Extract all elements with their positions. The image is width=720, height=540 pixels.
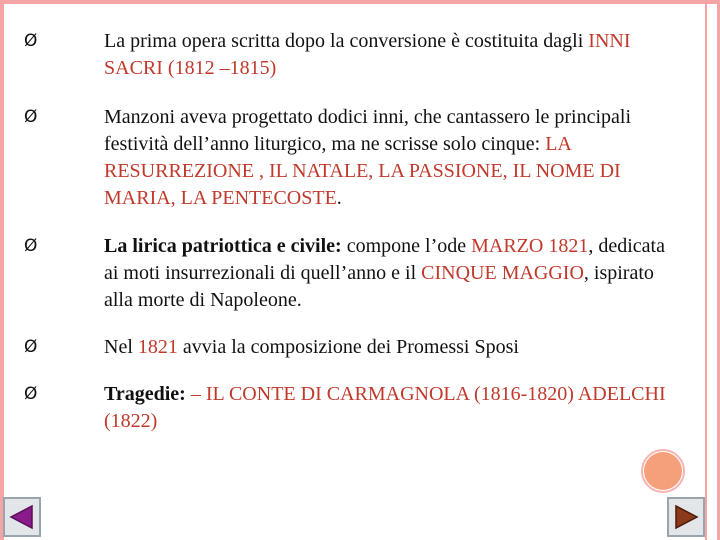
triangle-right-icon: [671, 502, 701, 532]
arrowhead-bullet-icon: Ø: [24, 337, 38, 357]
bullet-text: [104, 336, 519, 358]
bullet-text-segment: La prima opera scritta dopo la conversione è costituita dagli: [104, 30, 589, 52]
bullet-text-segment: , ispirato alla morte di Napoleone.: [104, 262, 654, 311]
arrowhead-bullet-icon: Ø: [24, 31, 38, 51]
bullet-item: [24, 104, 684, 212]
bullet-highlight: 1821: [137, 336, 178, 358]
bullet-highlight: INNI SACRI (1812 –1815): [104, 30, 631, 79]
frame-top-line: [0, 0, 720, 4]
arrowhead-bullet-icon: Ø: [24, 107, 38, 127]
bullet-text-segment: Manzoni aveva progettato dodici inni, che cantassero le principali festività dell’anno liturgico, ma ne scrisse solo cinque:: [104, 106, 632, 155]
bullet-text-segment: avvia la composizione dei Promessi Sposi: [177, 336, 519, 358]
previous-slide-button[interactable]: [3, 497, 41, 537]
bullet-text-segment: , dedicata ai moti insurrezionali di quell’anno e il: [104, 235, 665, 284]
bullet-highlight: CINQUE MAGGIO: [421, 262, 584, 284]
next-slide-button[interactable]: [667, 497, 705, 537]
bullet-bold-label: La lirica patriottica e civile:: [104, 235, 342, 257]
bullet-item: [24, 381, 684, 435]
bullet-text: [104, 383, 666, 432]
bullet-highlight: MARZO 1821: [471, 235, 589, 257]
bullet-item: [24, 233, 684, 314]
decoration-dot: [644, 452, 682, 490]
bullet-bold-label: Tragedie:: [104, 383, 186, 405]
bullet-text-segment: Nel: [104, 336, 138, 358]
arrowhead-bullet-icon: Ø: [24, 236, 38, 256]
frame-left-line: [0, 0, 4, 540]
arrowhead-bullet-icon: Ø: [24, 384, 38, 404]
bullet-list: [24, 28, 684, 435]
bullet-text-segment: compone l’ode: [341, 235, 472, 257]
bullet-item: [24, 28, 684, 82]
bullet-text-segment: .: [336, 187, 342, 209]
bullet-highlight: – IL CONTE DI CARMAGNOLA (1816-1820) ADELCHI (1822): [104, 383, 666, 432]
bullet-text: [104, 106, 631, 209]
triangle-left-icon: [7, 502, 37, 532]
bullet-text: [104, 235, 665, 311]
bullet-text: [104, 30, 631, 79]
bullet-highlight: LA RESURREZIONE , IL NATALE, LA PASSIONE, IL NOME DI MARIA, LA PENTECOSTE: [104, 133, 621, 209]
frame-right-inner-line: [705, 0, 707, 540]
bullet-item: [24, 334, 684, 361]
